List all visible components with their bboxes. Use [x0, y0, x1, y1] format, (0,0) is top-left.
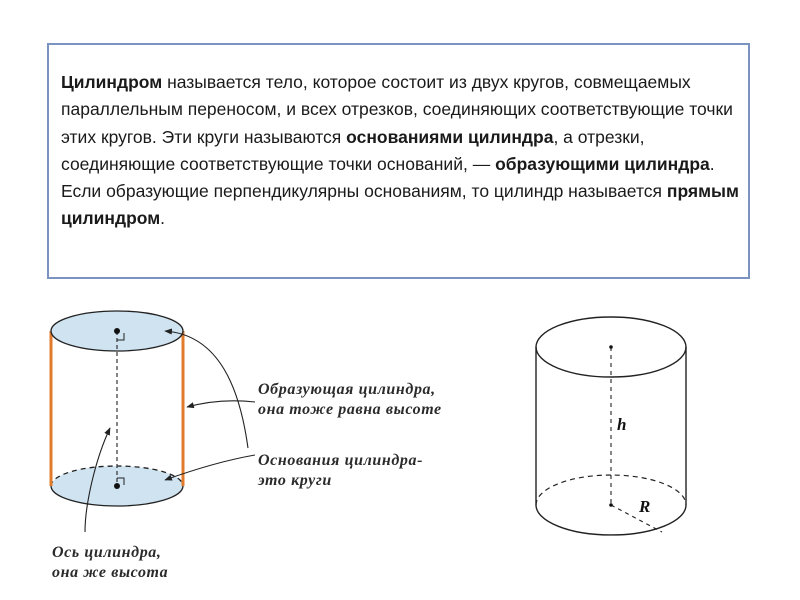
bases-caption-line1: Основания цилиндра-	[258, 452, 424, 469]
height-label: h	[617, 415, 627, 434]
definition-term: прямым цилиндром	[61, 181, 739, 229]
definition-fragment: , а отрезки, соединяющие соответствующие точки оснований, —	[61, 126, 645, 174]
definition-term: основаниями цилиндра	[346, 126, 554, 147]
definition-fragment: .	[160, 208, 166, 229]
radius-label: R	[639, 497, 651, 516]
axis-caption-line1: Ось цилиндра,	[52, 544, 162, 561]
definition-fragment: . Если образующие перпендикулярны основаниям, то цилиндр называется	[61, 153, 715, 202]
right-bottom-base-front	[536, 505, 686, 535]
generatrix-caption-line2: она тоже равна высоте	[258, 401, 442, 418]
definition-term: образующими цилиндра	[495, 153, 710, 174]
definition-fragment: называется тело, которое состоит из двух кругов, совмещаемых параллельным переносом, и всех отрезков, соединяющих соответствующие точки этих кругов. Эти круги называются	[61, 72, 733, 147]
axis-caption-line2: она же высота	[52, 564, 169, 581]
generatrix-caption-line1: Образующая цилиндра,	[258, 381, 436, 398]
bases-caption-line2: это круги	[258, 472, 332, 489]
right-top-center	[609, 345, 613, 349]
radius-segment	[611, 505, 662, 532]
definition-term: Цилиндром	[61, 72, 163, 92]
right-bottom-center	[609, 503, 613, 507]
